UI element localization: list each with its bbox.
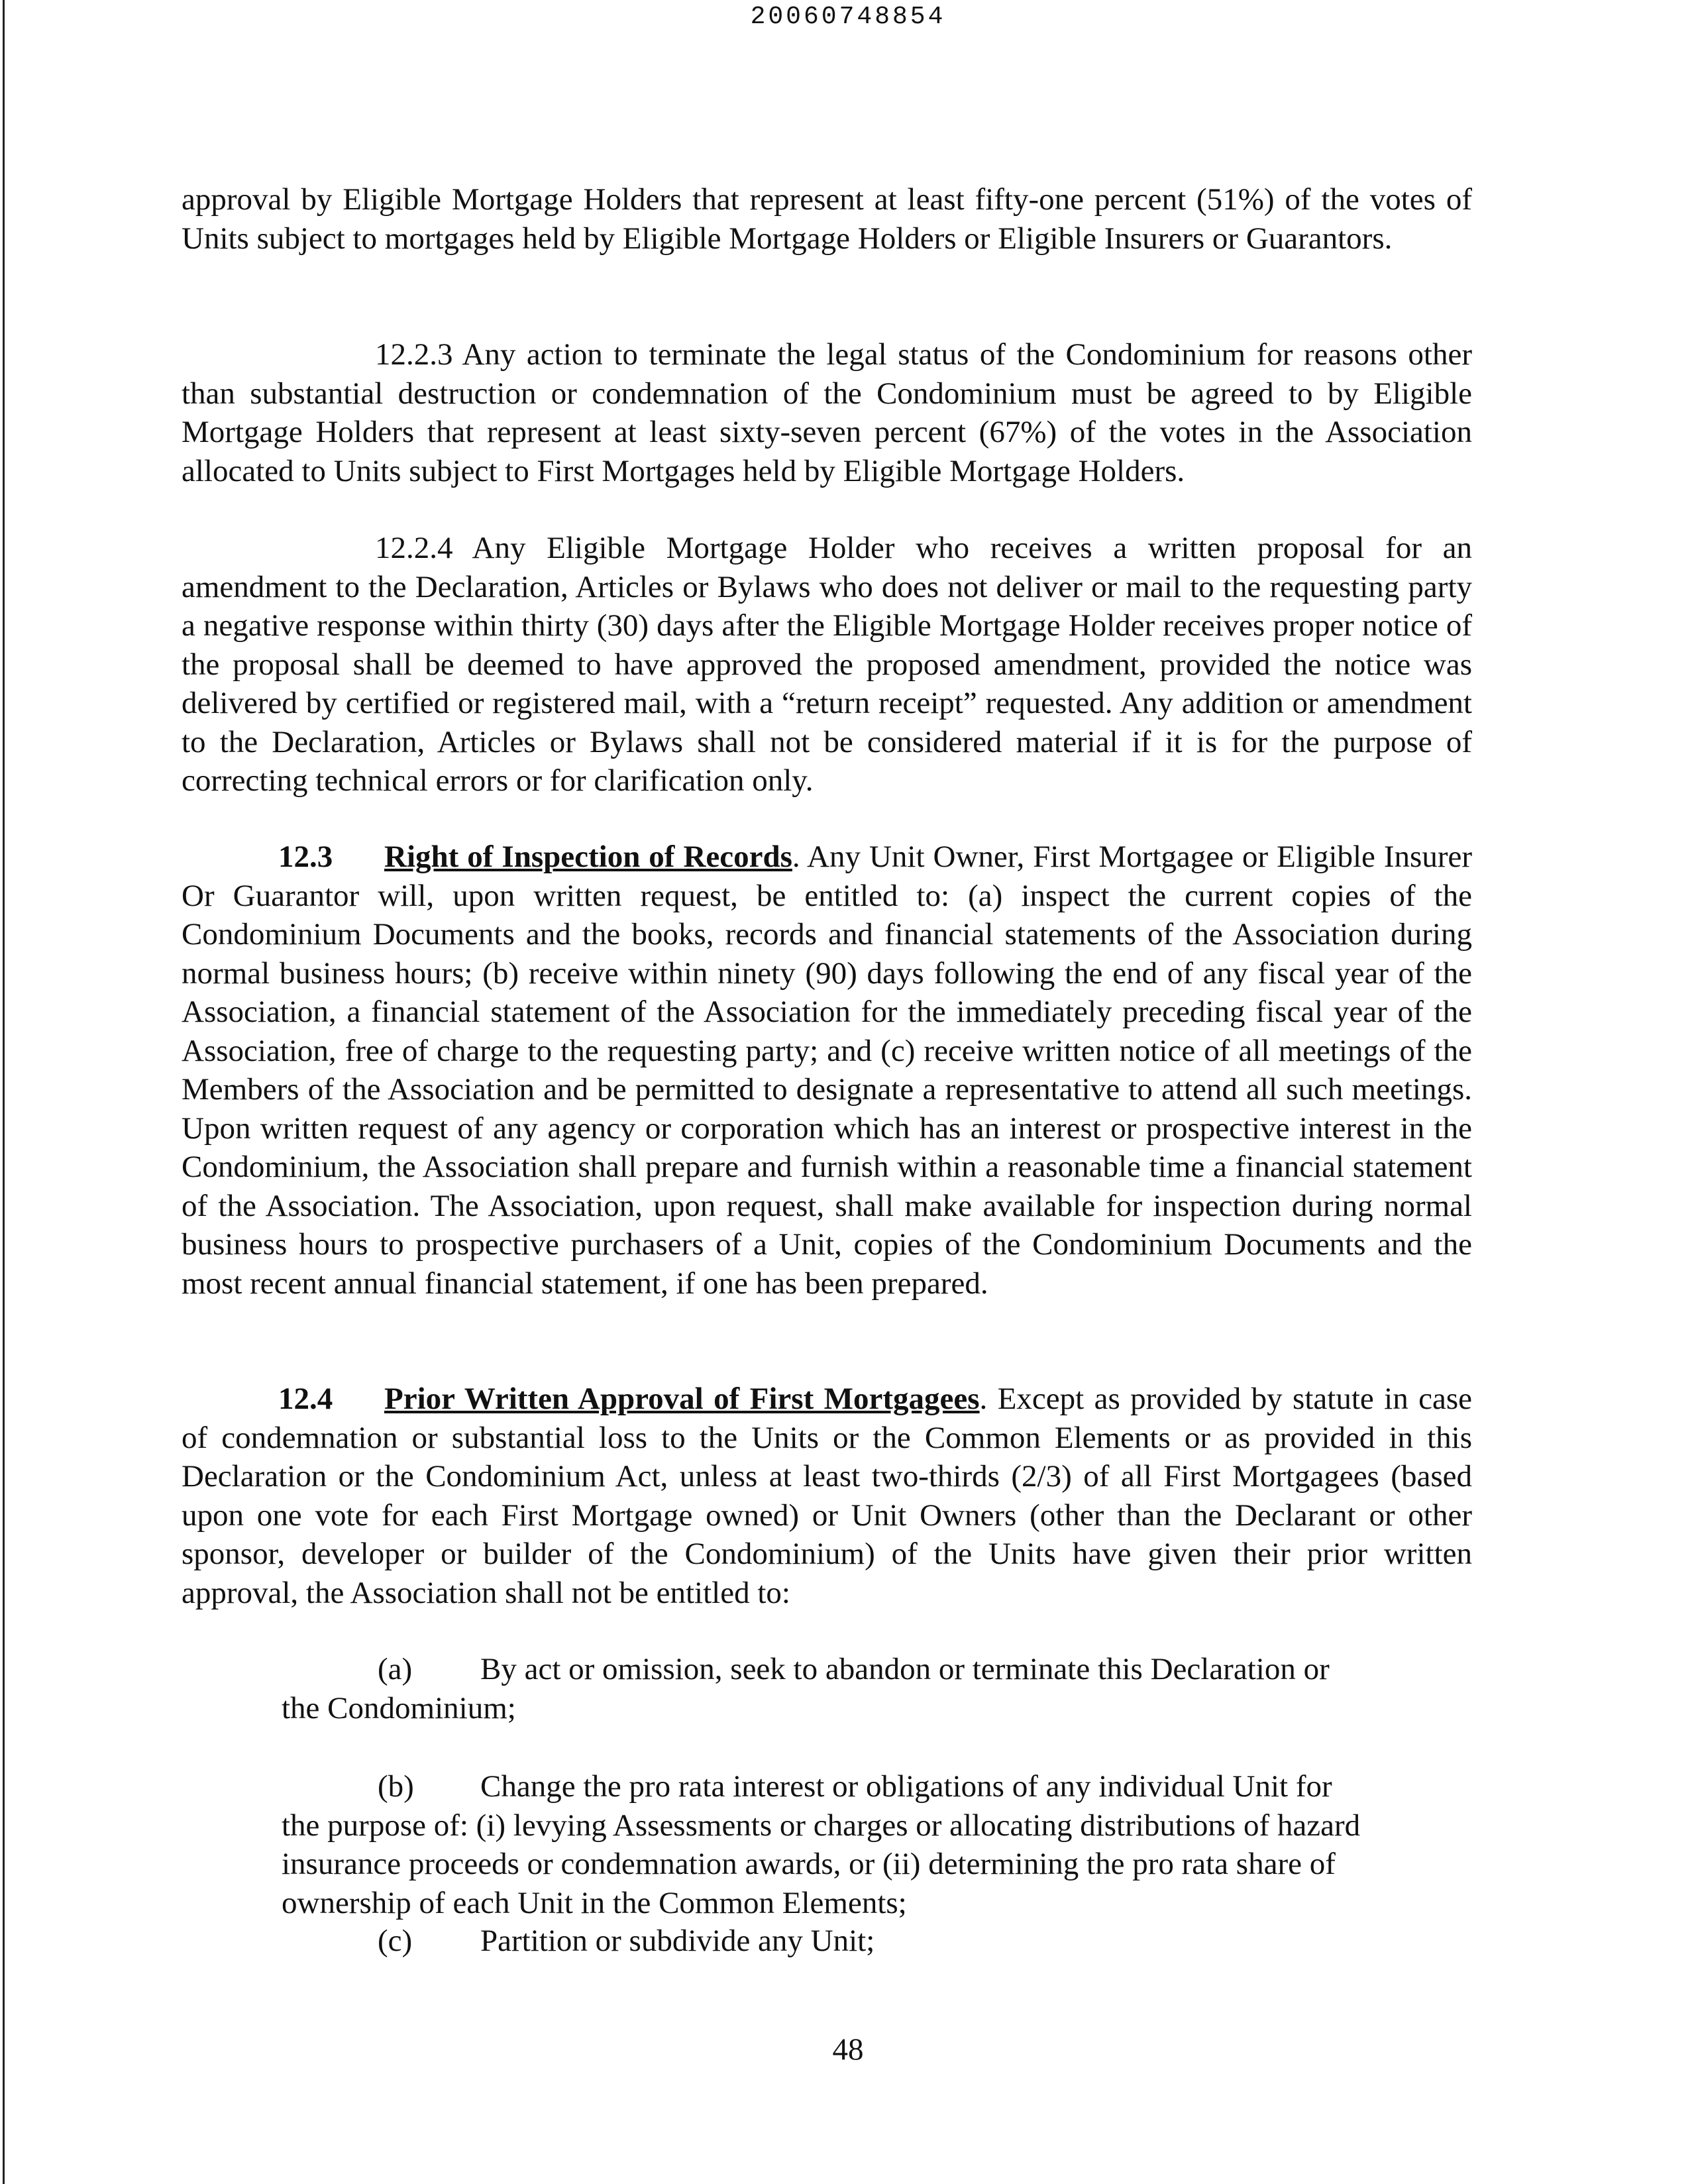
list-item-text: By act or omission, seek to abandon or terminate this Declaration or the Condominium;	[282, 1652, 1330, 1725]
list-item	[282, 1650, 1368, 1727]
list-item-label: (c)	[378, 1924, 413, 1958]
list-item	[282, 1767, 1368, 1922]
section-12-4-number: 12.4	[278, 1382, 333, 1416]
section-12-3-number: 12.3	[278, 840, 333, 874]
list-item-label: (b)	[378, 1769, 414, 1804]
list-item-text: Partition or subdivide any Unit;	[480, 1924, 875, 1958]
scan-edge-line	[3, 0, 5, 2184]
paragraph-12-2-3: 12.2.3 Any action to terminate the legal status of the Condominium for reasons other than substantial destruction or condemnation of the Condominium must be agreed to by Eligible Mortgage Holders that represent at least sixty-seven percent (67%) of the votes in the Association allocated to Units subject to First Mortgages held by Eligible Mortgage Holders.	[182, 337, 1472, 488]
list-item-label: (a)	[378, 1652, 413, 1686]
section-12-3-title: Right of Inspection of Records	[384, 840, 792, 874]
paragraph-12-2-4: 12.2.4 Any Eligible Mortgage Holder who receives a written proposal for an amendment to the Declaration, Articles or Bylaws who does not deliver or mail to the requesting party a negative response within thirty (30) days after the Eligible Mortgage Holder receives proper notice of the proposal shall be deemed to have approved the proposed amendment, provided the notice was delivered by certified or registered mail, with a “return receipt” requested. Any addition or amendment to the Declaration, Articles or Bylaws shall not be considered material if it is for the purpose of correcting technical errors or for clarification only.	[182, 531, 1472, 798]
section-12-4-body: . Except as provided by statute in case of condemnation or substantial loss to the Units or the Common Elements or as provided in this Declaration or the Condominium Act, unless at least two-thirds (2/3) of all First Mortgagees (based upon one vote for each First Mortgage owned) or Unit Owners (other than the Declarant or other sponsor, developer or builder of the Condominium) of the Units have given their prior written approval, the Association shall not be entitled to:	[182, 1382, 1472, 1610]
section-12-4	[182, 1380, 1472, 1612]
list-item-text: Change the pro rata interest or obligations of any individual Unit for the purpose of: (i) levying Assessments or charges or allocating distributions of hazard insurance proceeds or condemnation awards, or (ii) determining the pro rata share of ownership of each Unit in the Common Elements;	[282, 1769, 1361, 1920]
list-item	[282, 1922, 1368, 1961]
continuation-paragraph: approval by Eligible Mortgage Holders that represent at least fifty-one percent (51%) of the votes of Units subject to mortgages held by Eligible Mortgage Holders or Eligible Insurers or Guarantors.	[182, 182, 1472, 256]
section-12-3	[182, 838, 1472, 1303]
page-number: 48	[832, 2032, 864, 2067]
section-12-3-body: . Any Unit Owner, First Mortgagee or Eligible Insurer Or Guarantor will, upon written request, be entitled to: (a) inspect the current copies of the Condominium Documents and the books, records and financial statements of the Association during normal business hours; (b) receive within ninety (90) days following the end of any fiscal year of the Association, a financial statement of the Association for the immediately preceding fiscal year of the Association, free of charge to the requesting party; and (c) receive written notice of all meetings of the Members of the Association and be permitted to designate a representative to attend all such meetings. Upon written request of any agency or corporation which has an interest or prospective interest in the Condominium, the Association shall prepare and furnish within a reasonable time a financial statement of the Association. The Association, upon request, shall make available for inspection during normal business hours to prospective purchasers of a Unit, copies of the Condominium Documents and the most recent annual financial statement, if one has been prepared.	[182, 840, 1472, 1301]
section-12-4-title: Prior Written Approval of First Mortgagees	[384, 1382, 980, 1416]
document-number: 20060748854	[750, 3, 946, 31]
